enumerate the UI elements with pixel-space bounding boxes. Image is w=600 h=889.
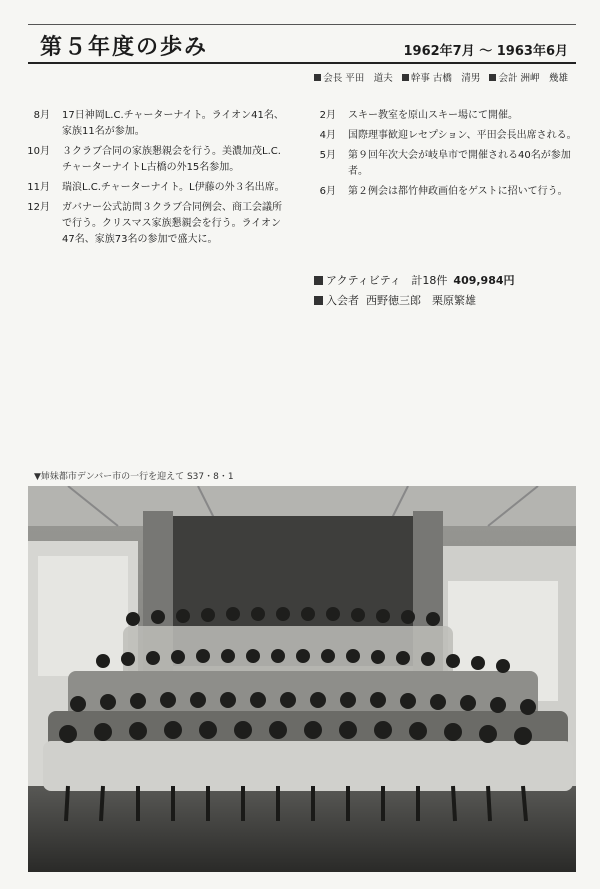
page-title: 第５年度の歩み [40, 35, 209, 60]
event-month: 4月 [319, 130, 336, 141]
activity-amount: 409,984円 [453, 274, 515, 287]
event-entry [306, 148, 586, 180]
title-rule [28, 62, 576, 64]
event-month: 5月 [319, 150, 336, 161]
officer-role: 幹事 [410, 73, 430, 84]
officer-role: 会計 [498, 73, 518, 84]
event-entry [306, 184, 586, 200]
event-month: 10月 [27, 146, 50, 157]
square-bullet-icon [314, 276, 323, 285]
event-month: 2月 [319, 110, 336, 121]
event-entry [20, 108, 290, 140]
square-bullet-icon [314, 74, 321, 81]
event-text: 17日神岡L.C.チャーターナイト。ライオン41名、家族11名が参加。 [62, 110, 284, 137]
event-text: 第２例会は都竹伸政画伯をゲストに招いて行う。 [348, 186, 568, 197]
photo-caption: ▼姉妹都市デンバー市の一行を迎えて S37・8・1 [34, 472, 234, 482]
events-left-column [20, 108, 290, 252]
event-entry [20, 144, 290, 176]
officer-name: 平田 道夫 [345, 73, 393, 84]
officer-name: 洲岬 幾雄 [520, 73, 568, 84]
new-members-summary [314, 292, 476, 308]
event-text: 第９回年次大会が岐阜市で開催される40名が参加者。 [348, 150, 571, 177]
event-entry [20, 180, 290, 196]
square-bullet-icon [402, 74, 409, 81]
event-month: 11月 [27, 182, 50, 193]
top-rule [28, 24, 576, 25]
officer-role: 会長 [323, 73, 343, 84]
new-members-names: 西野徳三郎 栗原繁雄 [366, 294, 476, 307]
officer-name: 古橋 清男 [432, 73, 481, 84]
event-entry [306, 108, 586, 124]
event-text: 瑞浪L.C.チャーターナイト。L伊藤の外３名出席。 [62, 182, 285, 193]
activity-label: アクティビティ [326, 274, 401, 287]
officers-line [308, 70, 568, 84]
event-month: 6月 [319, 186, 336, 197]
event-month: 12月 [27, 202, 50, 213]
event-month: 8月 [33, 110, 50, 121]
square-bullet-icon [314, 296, 323, 305]
activity-summary [314, 272, 515, 288]
fiscal-period: 1962年7月 ～ 1963年6月 [403, 44, 568, 59]
activity-count: 計18件 [411, 274, 448, 287]
new-members-label: 入会者 [326, 294, 359, 307]
event-text: スキー教室を原山スキー場にて開催。 [348, 110, 518, 121]
event-entry [306, 128, 586, 144]
event-entry [20, 200, 290, 248]
event-text: ガバナー公式訪問３クラブ合同例会、商工会議所で行う。クリスマス家族懇親会を行う。ライオン47名、家族73名の参加で盛大に。 [62, 202, 282, 245]
group-photo [28, 486, 576, 872]
events-right-column [306, 108, 586, 204]
event-text: 国際理事歓迎レセプション、平田会長出席される。 [348, 130, 577, 141]
event-text: ３クラブ合同の家族懇親会を行う。美濃加茂L.C.チャーターナイトL古橋の外15名参加。 [62, 146, 281, 173]
square-bullet-icon [489, 74, 496, 81]
